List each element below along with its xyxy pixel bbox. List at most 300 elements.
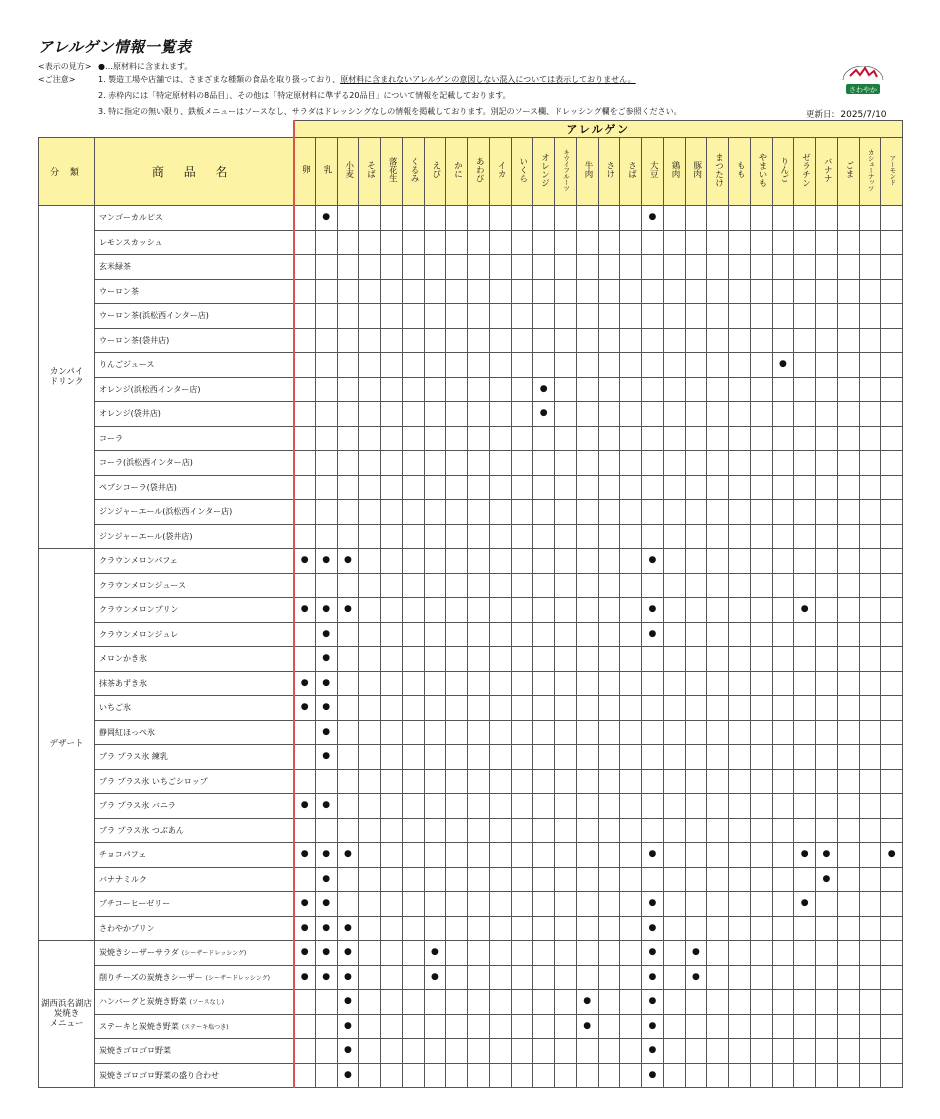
allergen-mark-cell [468,304,490,329]
allergen-mark-cell [620,720,642,745]
allergen-mark-cell [555,990,577,1015]
allergen-mark-cell [576,941,598,966]
allergen-mark: ● [800,898,809,909]
allergen-mark-cell [794,1039,816,1064]
allergen-mark-cell [294,426,316,451]
allergen-mark-cell [359,990,381,1015]
allergen-mark-cell [424,794,446,819]
item-name-cell [95,230,294,255]
allergen-mark-cell [837,916,859,941]
allergen-mark-cell [468,622,490,647]
allergen-mark-cell [402,230,424,255]
allergen-mark-cell [489,745,511,770]
item-name: プラ プラス氷 練乳 [99,752,168,762]
allergen-mark-cell [881,990,903,1015]
allergen-mark-cell [881,500,903,525]
allergen-mark-cell [685,1014,707,1039]
item-name: レモンスカッシュ [99,237,163,247]
allergen-mark-cell [881,647,903,672]
allergen-mark-cell [555,304,577,329]
allergen-mark-cell [381,1063,403,1088]
allergen-mark-cell [598,769,620,794]
item-name: ジンジャーエール(浜松西インター店) [99,507,233,517]
allergen-mark-cell [468,230,490,255]
allergen-mark-cell [446,769,468,794]
allergen-mark-cell [489,843,511,868]
allergen-header-label: 牛肉 [583,161,593,179]
item-name: 抹茶あずき氷 [99,678,147,688]
allergen-mark-cell [750,353,772,378]
allergen-mark-cell [772,867,794,892]
allergen-mark-cell [424,451,446,476]
allergen-mark: ● [583,1020,592,1031]
allergen-mark-cell [837,475,859,500]
allergen-mark-cell [359,794,381,819]
allergen-mark-cell [729,328,751,353]
legend-text: ●…原材料に含まれます。 [98,62,193,71]
allergen-mark-cell [294,647,316,672]
allergen-mark-cell [533,500,555,525]
allergen-mark-cell [729,255,751,280]
allergen-mark-cell [794,794,816,819]
allergen-header-label: りんご [778,156,789,183]
allergen-mark-cell [598,304,620,329]
item-name: 炭焼きシーザーサラダ [99,948,179,958]
allergen-mark-cell [446,500,468,525]
allergen-mark-cell [337,304,359,329]
allergen-mark-cell [381,941,403,966]
allergen-mark-cell [707,745,729,770]
allergen-mark-cell [489,769,511,794]
allergen-mark-cell [729,867,751,892]
allergen-mark-cell [533,990,555,1015]
allergen-mark-cell [359,500,381,525]
allergen-mark-cell [859,230,881,255]
allergen-mark-cell [424,720,446,745]
allergen-mark-cell [663,965,685,990]
allergen-mark-cell [642,941,664,966]
allergen-mark-cell [359,916,381,941]
allergen-mark-cell [685,671,707,696]
allergen-mark-cell [533,696,555,721]
allergen-mark-cell [837,892,859,917]
table-row [39,573,903,598]
allergen-mark-cell [729,206,751,231]
allergen-mark-cell [337,377,359,402]
item-name: プラ プラス氷 バニラ [99,801,176,811]
allergen-mark-cell [837,402,859,427]
item-name: オレンジ(袋井店) [99,409,161,419]
item-name: 炭焼きゴロゴロ野菜の盛り合わせ [99,1070,219,1080]
allergen-mark-cell [881,475,903,500]
allergen-mark-cell [533,279,555,304]
allergen-mark-cell [881,622,903,647]
allergen-mark-cell [816,475,838,500]
allergen-mark-cell [859,377,881,402]
allergen-mark: ● [300,898,309,909]
allergen-mark-cell [620,990,642,1015]
table-row [39,426,903,451]
allergen-mark-cell [859,720,881,745]
allergen-mark-cell [359,671,381,696]
allergen-mark-cell [468,549,490,574]
item-name: ウーロン茶(浜松西インター店) [99,311,209,321]
allergen-mark-cell [424,573,446,598]
allergen-mark-cell [337,255,359,280]
item-name-cell [95,745,294,770]
allergen-mark-cell [620,426,642,451]
allergen-header-label: もも [735,161,746,179]
allergen-mark-cell [685,230,707,255]
item-name-cell [95,818,294,843]
allergen-mark-cell [533,328,555,353]
allergen-mark-cell [555,769,577,794]
item-name: クラウンメロンプリン [99,605,179,615]
allergen-mark: ● [343,922,352,933]
allergen-mark-cell [489,451,511,476]
allergen-mark-cell [555,892,577,917]
allergen-mark-cell [533,941,555,966]
allergen-mark-cell [772,304,794,329]
allergen-mark-cell [294,720,316,745]
allergen-mark-cell [750,696,772,721]
allergen-mark-cell [315,475,337,500]
table-row [39,965,903,990]
allergen-mark-cell [816,769,838,794]
allergen-mark-cell [772,524,794,549]
allergen-mark-cell [794,745,816,770]
allergen-mark-cell [663,1063,685,1088]
allergen-mark-cell [859,867,881,892]
allergen-mark-cell [446,941,468,966]
allergen-mark-cell [642,426,664,451]
allergen-mark: ● [648,971,657,982]
allergen-mark-cell [816,328,838,353]
allergen-mark-cell [446,843,468,868]
table-row [39,206,903,231]
allergen-mark-cell [337,230,359,255]
allergen-mark-cell [729,1063,751,1088]
allergen-mark-cell [620,402,642,427]
allergen-mark-cell [772,475,794,500]
allergen-mark-cell [685,622,707,647]
item-note: (ソースなし) [189,999,224,1007]
allergen-mark-cell [598,230,620,255]
item-name-cell [95,377,294,402]
allergen-mark-cell [772,745,794,770]
allergen-mark-cell [598,916,620,941]
allergen-mark-cell [468,941,490,966]
allergen-header [881,138,903,206]
allergen-mark-cell [402,353,424,378]
allergen-mark-cell [859,426,881,451]
allergen-mark-cell [446,818,468,843]
allergen-mark-cell [750,622,772,647]
allergen-mark-cell [555,647,577,672]
allergen-mark-cell [489,867,511,892]
allergen-mark-cell [881,279,903,304]
allergen-mark-cell [685,255,707,280]
allergen-mark-cell [337,671,359,696]
allergen-mark-cell [598,500,620,525]
allergen-mark-cell [576,402,598,427]
allergen-mark-cell [576,206,598,231]
allergen-mark-cell [468,916,490,941]
allergen-mark-cell [424,818,446,843]
item-name-cell [95,769,294,794]
item-name: チョコパフェ [99,850,147,860]
allergen-mark-cell [533,647,555,672]
allergen-mark-cell [837,573,859,598]
allergen-mark-cell [642,720,664,745]
allergen-mark-cell [750,426,772,451]
allergen-mark-cell [620,745,642,770]
allergen-mark-cell [489,426,511,451]
allergen-mark-cell [620,769,642,794]
allergen-mark-cell [381,892,403,917]
table-row [39,990,903,1015]
allergen-mark-cell [750,720,772,745]
allergen-mark-cell [663,1039,685,1064]
allergen-mark-cell [511,475,533,500]
allergen-mark-cell [707,255,729,280]
allergen-mark-cell [837,255,859,280]
allergen-mark-cell [750,598,772,623]
table-row [39,916,903,941]
allergen-mark-cell [837,353,859,378]
allergen-mark: ● [343,849,352,860]
allergen-mark-cell [402,206,424,231]
table-row [39,353,903,378]
allergen-mark-cell [533,916,555,941]
allergen-mark-cell [576,1039,598,1064]
allergen-mark-cell [489,475,511,500]
allergen-mark-cell [294,622,316,647]
allergen-mark-cell [772,549,794,574]
allergen-mark-cell [402,1063,424,1088]
allergen-mark-cell [511,328,533,353]
allergen-mark-cell [794,843,816,868]
allergen-mark-cell [359,451,381,476]
item-header: 商 品 名 [95,138,294,206]
allergen-mark-cell [598,255,620,280]
allergen-mark-cell [576,451,598,476]
allergen-mark: ● [300,971,309,982]
allergen-mark-cell [859,328,881,353]
allergen-mark-cell [381,696,403,721]
allergen-mark-cell [424,353,446,378]
allergen-mark-cell [750,451,772,476]
allergen-mark-cell [555,867,577,892]
allergen-mark-cell [468,475,490,500]
allergen-mark-cell [707,426,729,451]
allergen-mark-cell [859,965,881,990]
allergen-mark-cell [772,500,794,525]
allergen-mark-cell [555,794,577,819]
allergen-mark-cell [598,892,620,917]
allergen-mark-cell [794,941,816,966]
allergen-mark-cell [489,1014,511,1039]
caution-line1: 1. 製造工場や店舗では、さまざまな種類の食品を取り扱っており、 [98,75,341,84]
allergen-mark-cell [402,794,424,819]
allergen-mark-cell [489,279,511,304]
allergen-mark-cell [576,818,598,843]
allergen-mark-cell [424,622,446,647]
allergen-mark-cell [642,304,664,329]
allergen-mark-cell [489,328,511,353]
item-name: ハンバーグと炭焼き野菜 [99,997,187,1007]
allergen-mark-cell [489,794,511,819]
allergen-mark-cell [576,549,598,574]
allergen-mark-cell [468,573,490,598]
allergen-mark-cell [294,843,316,868]
allergen-mark-cell [772,573,794,598]
allergen-mark-cell [837,696,859,721]
allergen-mark-cell [816,745,838,770]
table-row [39,622,903,647]
allergen-mark-cell [489,720,511,745]
allergen-mark-cell [533,794,555,819]
allergen-mark-cell [576,720,598,745]
allergen-mark-cell [816,402,838,427]
item-name: バナナミルク [99,874,147,884]
allergen-mark-cell [424,1014,446,1039]
allergen-mark: ● [300,947,309,958]
allergen-header-label: ごま [844,161,854,179]
allergen-mark-cell [294,769,316,794]
allergen-mark-cell [816,867,838,892]
allergen-mark-cell [729,353,751,378]
allergen-mark-cell [837,598,859,623]
allergen-mark-cell [794,549,816,574]
allergen-mark-cell [533,1014,555,1039]
allergen-mark-cell [576,671,598,696]
allergen-mark-cell [772,377,794,402]
table-row [39,1063,903,1088]
allergen-mark-cell [772,892,794,917]
item-name: ステーキと炭焼き野菜 [99,1021,179,1031]
allergen-mark-cell [424,255,446,280]
allergen-header [707,138,729,206]
allergen-mark-cell [576,696,598,721]
allergen-mark-cell [533,598,555,623]
allergen-mark-cell [359,965,381,990]
allergen-mark-cell [424,745,446,770]
allergen-mark-cell [642,990,664,1015]
allergen-mark-cell [794,696,816,721]
allergen-mark-cell [685,549,707,574]
allergen-header-label: さけ [604,161,615,179]
allergen-mark-cell [620,843,642,868]
allergen-mark: ● [648,849,657,860]
allergen-mark-cell [511,1063,533,1088]
allergen-mark-cell [837,206,859,231]
allergen-mark-cell [772,916,794,941]
item-name-cell [95,965,294,990]
allergen-mark-cell [620,279,642,304]
item-name: オレンジ(浜松西インター店) [99,384,201,394]
allergen-mark-cell [468,745,490,770]
allergen-mark-cell [402,720,424,745]
allergen-mark-cell [315,451,337,476]
table-row [39,598,903,623]
allergen-mark-cell [663,818,685,843]
allergen-mark-cell [359,622,381,647]
allergen-mark: ● [583,996,592,1007]
allergen-mark-cell [576,745,598,770]
allergen-mark-cell [663,941,685,966]
allergen-mark-cell [402,328,424,353]
allergen-mark-cell [511,965,533,990]
allergen-mark-cell [533,573,555,598]
allergen-mark-cell [707,794,729,819]
allergen-mark-cell [772,353,794,378]
allergen-mark-cell [620,377,642,402]
allergen-header-label: まつたけ [713,152,724,187]
allergen-mark-cell [446,671,468,696]
allergen-mark-cell [489,230,511,255]
table-row [39,867,903,892]
allergen-mark-cell [685,941,707,966]
table-row [39,451,903,476]
allergen-mark-cell [750,769,772,794]
allergen-mark-cell [642,353,664,378]
allergen-mark: ● [648,555,657,566]
allergen-mark: ● [648,628,657,639]
allergen-mark-cell [794,647,816,672]
allergen-header-label: いくら [517,156,528,183]
allergen-mark-cell [359,818,381,843]
allergen-mark-cell [663,647,685,672]
allergen-mark-cell [663,304,685,329]
item-name-cell [95,255,294,280]
allergen-mark-cell [468,818,490,843]
allergen-mark-cell [750,328,772,353]
allergen-mark-cell [424,304,446,329]
allergen-mark-cell [446,230,468,255]
allergen-mark-cell [446,1014,468,1039]
caution-label: <ご注意> [38,75,76,84]
allergen-mark-cell [402,671,424,696]
allergen-mark-cell [359,475,381,500]
allergen-mark-cell [359,1014,381,1039]
allergen-mark-cell [424,1063,446,1088]
allergen-mark-cell [294,1014,316,1039]
item-name-cell [95,671,294,696]
item-name: クラウンメロンジュース [99,580,186,590]
allergen-mark-cell [424,549,446,574]
allergen-mark-cell [707,867,729,892]
allergen-mark-cell [707,328,729,353]
allergen-mark: ● [648,1045,657,1056]
allergen-mark-cell [772,818,794,843]
allergen-mark-cell [598,1039,620,1064]
allergen-mark: ● [691,947,700,958]
table-row [39,1014,903,1039]
allergen-mark-cell [598,1063,620,1088]
allergen-mark-cell [707,304,729,329]
allergen-mark-cell [576,965,598,990]
allergen-mark: ● [343,604,352,615]
allergen-mark-cell [794,1014,816,1039]
allergen-mark-cell [663,549,685,574]
allergen-mark-cell [424,328,446,353]
allergen-mark-cell [511,622,533,647]
table-row [39,549,903,574]
item-name-cell [95,573,294,598]
allergen-mark-cell [837,990,859,1015]
allergen-mark-cell [402,475,424,500]
